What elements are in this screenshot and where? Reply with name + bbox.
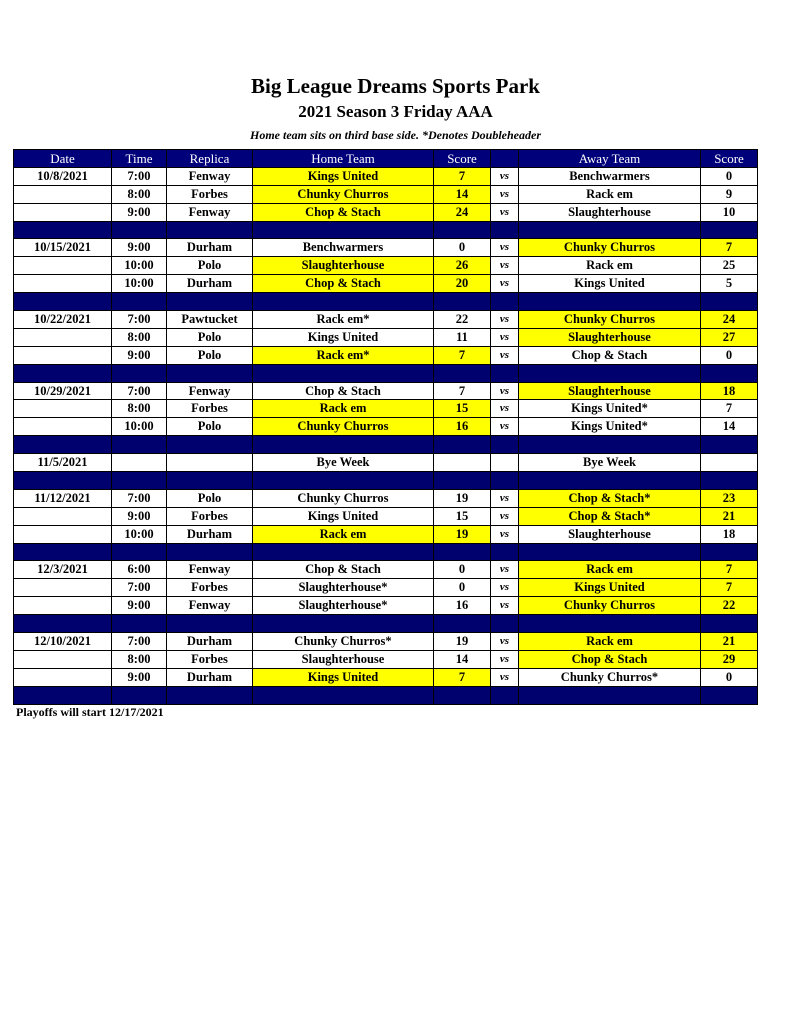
separator-cell (519, 221, 701, 239)
date-cell (14, 507, 112, 525)
separator-cell (253, 364, 434, 382)
away-team-cell: Rack em (519, 257, 701, 275)
vs-cell: vs (491, 185, 519, 203)
col-time-header: Time (112, 150, 167, 168)
separator-cell (701, 686, 758, 704)
separator-cell (701, 543, 758, 561)
away-score-cell: 18 (701, 525, 758, 543)
home-score-cell (434, 454, 491, 472)
table-row (14, 382, 758, 400)
separator-cell (167, 293, 253, 311)
away-score-cell: 9 (701, 185, 758, 203)
away-team-cell: Bye Week (519, 454, 701, 472)
week-separator (14, 364, 758, 382)
home-score-cell: 19 (434, 525, 491, 543)
date-cell (14, 400, 112, 418)
separator-cell (253, 436, 434, 454)
date-cell (14, 275, 112, 293)
away-score-cell: 21 (701, 507, 758, 525)
home-score-cell: 7 (434, 167, 491, 185)
vs-cell: vs (491, 382, 519, 400)
table-row (14, 328, 758, 346)
vs-cell: vs (491, 650, 519, 668)
home-score-cell: 14 (434, 650, 491, 668)
vs-cell (491, 454, 519, 472)
replica-cell: Fenway (167, 167, 253, 185)
home-score-cell: 22 (434, 311, 491, 329)
home-team-cell: Bye Week (253, 454, 434, 472)
date-cell: 12/3/2021 (14, 561, 112, 579)
separator-cell (167, 686, 253, 704)
table-row (14, 311, 758, 329)
away-score-cell: 7 (701, 579, 758, 597)
separator-cell (701, 615, 758, 633)
time-cell (112, 454, 167, 472)
replica-cell: Pawtucket (167, 311, 253, 329)
replica-cell: Forbes (167, 650, 253, 668)
separator-cell (253, 472, 434, 490)
time-cell: 8:00 (112, 650, 167, 668)
date-cell: 10/22/2021 (14, 311, 112, 329)
separator-cell (491, 293, 519, 311)
separator-cell (112, 364, 167, 382)
vs-cell: vs (491, 275, 519, 293)
away-score-cell: 0 (701, 167, 758, 185)
home-score-cell: 24 (434, 203, 491, 221)
vs-cell: vs (491, 525, 519, 543)
away-score-cell: 23 (701, 489, 758, 507)
home-score-cell: 7 (434, 668, 491, 686)
home-team-cell: Rack em (253, 525, 434, 543)
away-score-cell: 22 (701, 597, 758, 615)
away-team-cell: Slaughterhouse (519, 328, 701, 346)
vs-cell: vs (491, 400, 519, 418)
vs-cell: vs (491, 167, 519, 185)
replica-cell: Durham (167, 525, 253, 543)
vs-cell: vs (491, 239, 519, 257)
time-cell: 7:00 (112, 167, 167, 185)
home-score-cell: 0 (434, 579, 491, 597)
time-cell: 9:00 (112, 668, 167, 686)
away-team-cell: Chunky Churros (519, 311, 701, 329)
separator-cell (167, 221, 253, 239)
home-score-cell: 7 (434, 382, 491, 400)
col-away-score-header: Score (701, 150, 758, 168)
replica-cell: Forbes (167, 185, 253, 203)
separator-cell (519, 364, 701, 382)
separator-cell (491, 472, 519, 490)
away-score-cell: 7 (701, 400, 758, 418)
away-team-cell: Slaughterhouse (519, 203, 701, 221)
separator-cell (434, 364, 491, 382)
replica-cell: Durham (167, 239, 253, 257)
separator-cell (112, 436, 167, 454)
date-cell (14, 346, 112, 364)
away-score-cell: 10 (701, 203, 758, 221)
time-cell: 7:00 (112, 489, 167, 507)
separator-cell (701, 364, 758, 382)
separator-cell (112, 293, 167, 311)
away-team-cell: Benchwarmers (519, 167, 701, 185)
away-team-cell: Rack em (519, 185, 701, 203)
separator-cell (253, 686, 434, 704)
home-team-cell: Chop & Stach (253, 561, 434, 579)
separator-cell (14, 436, 112, 454)
home-team-cell: Slaughterhouse* (253, 579, 434, 597)
separator-cell (253, 543, 434, 561)
time-cell: 10:00 (112, 275, 167, 293)
separator-cell (112, 615, 167, 633)
home-team-cell: Chunky Churros (253, 489, 434, 507)
separator-cell (491, 615, 519, 633)
home-team-cell: Rack em* (253, 346, 434, 364)
replica-cell: Durham (167, 633, 253, 651)
date-cell: 11/5/2021 (14, 454, 112, 472)
date-cell (14, 579, 112, 597)
date-cell (14, 525, 112, 543)
separator-cell (14, 472, 112, 490)
time-cell: 9:00 (112, 239, 167, 257)
separator-cell (519, 543, 701, 561)
separator-cell (14, 221, 112, 239)
table-row (14, 346, 758, 364)
separator-cell (167, 472, 253, 490)
separator-cell (434, 221, 491, 239)
date-cell (14, 257, 112, 275)
away-score-cell: 14 (701, 418, 758, 436)
replica-cell: Fenway (167, 382, 253, 400)
time-cell: 7:00 (112, 579, 167, 597)
home-team-cell: Chop & Stach (253, 275, 434, 293)
time-cell: 9:00 (112, 346, 167, 364)
home-team-cell: Chop & Stach (253, 203, 434, 221)
table-row (14, 525, 758, 543)
table-row (14, 579, 758, 597)
time-cell: 10:00 (112, 525, 167, 543)
col-home-score-header: Score (434, 150, 491, 168)
season-subtitle: 2021 Season 3 Friday AAA (298, 102, 493, 121)
table-row (14, 400, 758, 418)
home-team-cell: Chunky Churros (253, 418, 434, 436)
separator-cell (167, 364, 253, 382)
date-cell (14, 668, 112, 686)
home-score-cell: 16 (434, 418, 491, 436)
vs-cell: vs (491, 257, 519, 275)
date-cell (14, 328, 112, 346)
separator-cell (434, 436, 491, 454)
separator-cell (434, 293, 491, 311)
separator-cell (519, 293, 701, 311)
away-score-cell: 21 (701, 633, 758, 651)
away-team-cell: Chop & Stach* (519, 507, 701, 525)
vs-cell: vs (491, 418, 519, 436)
separator-cell (434, 686, 491, 704)
table-row (14, 561, 758, 579)
date-cell (14, 203, 112, 221)
away-score-cell: 24 (701, 311, 758, 329)
home-score-cell: 19 (434, 489, 491, 507)
table-row (14, 167, 758, 185)
table-row (14, 650, 758, 668)
date-cell (14, 418, 112, 436)
separator-cell (519, 472, 701, 490)
home-score-cell: 0 (434, 561, 491, 579)
away-team-cell: Chunky Churros* (519, 668, 701, 686)
separator-cell (491, 436, 519, 454)
playoffs-note: Playoffs will start 12/17/2021 (16, 705, 164, 719)
date-cell: 11/12/2021 (14, 489, 112, 507)
week-separator (14, 615, 758, 633)
replica-cell: Durham (167, 275, 253, 293)
schedule-note: Home team sits on third base side. *Denotes Doubleheader (250, 128, 541, 142)
time-cell: 9:00 (112, 597, 167, 615)
separator-cell (14, 543, 112, 561)
home-team-cell: Chop & Stach (253, 382, 434, 400)
time-cell: 8:00 (112, 185, 167, 203)
home-team-cell: Kings United (253, 507, 434, 525)
separator-cell (14, 364, 112, 382)
time-cell: 10:00 (112, 418, 167, 436)
replica-cell: Forbes (167, 507, 253, 525)
separator-cell (701, 221, 758, 239)
replica-cell: Fenway (167, 561, 253, 579)
away-score-cell (701, 454, 758, 472)
separator-cell (434, 543, 491, 561)
separator-cell (701, 293, 758, 311)
time-cell: 6:00 (112, 561, 167, 579)
separator-cell (253, 221, 434, 239)
week-separator (14, 472, 758, 490)
away-team-cell: Kings United (519, 275, 701, 293)
vs-cell: vs (491, 507, 519, 525)
home-score-cell: 14 (434, 185, 491, 203)
away-score-cell: 5 (701, 275, 758, 293)
time-cell: 8:00 (112, 328, 167, 346)
vs-cell: vs (491, 346, 519, 364)
home-team-cell: Benchwarmers (253, 239, 434, 257)
replica-cell (167, 454, 253, 472)
replica-cell: Polo (167, 489, 253, 507)
col-home-team-header: Home Team (253, 150, 434, 168)
table-row (14, 633, 758, 651)
separator-cell (112, 472, 167, 490)
separator-cell (112, 686, 167, 704)
separator-cell (253, 293, 434, 311)
date-cell (14, 185, 112, 203)
header-row (14, 150, 758, 168)
home-team-cell: Kings United (253, 328, 434, 346)
col-vs-header (491, 150, 519, 168)
away-team-cell: Chunky Churros (519, 239, 701, 257)
away-team-cell: Chunky Churros (519, 597, 701, 615)
separator-cell (112, 543, 167, 561)
away-team-cell: Kings United* (519, 418, 701, 436)
separator-cell (434, 615, 491, 633)
date-cell: 12/10/2021 (14, 633, 112, 651)
separator-cell (519, 436, 701, 454)
home-score-cell: 0 (434, 239, 491, 257)
separator-cell (112, 221, 167, 239)
separator-cell (519, 615, 701, 633)
vs-cell: vs (491, 311, 519, 329)
replica-cell: Polo (167, 257, 253, 275)
separator-cell (491, 221, 519, 239)
vs-cell: vs (491, 203, 519, 221)
vs-cell: vs (491, 633, 519, 651)
time-cell: 9:00 (112, 507, 167, 525)
replica-cell: Forbes (167, 579, 253, 597)
away-team-cell: Slaughterhouse (519, 525, 701, 543)
date-cell (14, 597, 112, 615)
time-cell: 7:00 (112, 633, 167, 651)
home-team-cell: Slaughterhouse* (253, 597, 434, 615)
date-cell: 10/8/2021 (14, 167, 112, 185)
home-score-cell: 7 (434, 346, 491, 364)
table-row (14, 275, 758, 293)
separator-cell (491, 686, 519, 704)
time-cell: 9:00 (112, 203, 167, 221)
away-score-cell: 29 (701, 650, 758, 668)
page-title: Big League Dreams Sports Park (251, 74, 540, 98)
home-team-cell: Kings United (253, 668, 434, 686)
away-team-cell: Rack em (519, 561, 701, 579)
away-score-cell: 7 (701, 239, 758, 257)
separator-cell (701, 472, 758, 490)
table-row (14, 489, 758, 507)
vs-cell: vs (491, 328, 519, 346)
away-team-cell: Kings United* (519, 400, 701, 418)
replica-cell: Polo (167, 328, 253, 346)
date-cell (14, 650, 112, 668)
table-row (14, 597, 758, 615)
separator-cell (14, 615, 112, 633)
away-team-cell: Chop & Stach (519, 346, 701, 364)
replica-cell: Durham (167, 668, 253, 686)
away-score-cell: 7 (701, 561, 758, 579)
home-score-cell: 19 (434, 633, 491, 651)
vs-cell: vs (491, 579, 519, 597)
away-team-cell: Slaughterhouse (519, 382, 701, 400)
table-row (14, 203, 758, 221)
separator-cell (434, 472, 491, 490)
table-row (14, 185, 758, 203)
separator-cell (167, 543, 253, 561)
away-score-cell: 25 (701, 257, 758, 275)
home-team-cell: Kings United (253, 167, 434, 185)
home-team-cell: Chunky Churros (253, 185, 434, 203)
vs-cell: vs (491, 561, 519, 579)
separator-cell (253, 615, 434, 633)
col-date-header: Date (14, 150, 112, 168)
separator-cell (14, 686, 112, 704)
table-row (14, 454, 758, 472)
away-score-cell: 18 (701, 382, 758, 400)
time-cell: 7:00 (112, 382, 167, 400)
away-team-cell: Rack em (519, 633, 701, 651)
home-score-cell: 20 (434, 275, 491, 293)
replica-cell: Polo (167, 346, 253, 364)
replica-cell: Polo (167, 418, 253, 436)
separator-cell (14, 293, 112, 311)
separator-cell (519, 686, 701, 704)
week-separator (14, 686, 758, 704)
away-team-cell: Chop & Stach (519, 650, 701, 668)
away-team-cell: Chop & Stach* (519, 489, 701, 507)
table-row (14, 507, 758, 525)
away-score-cell: 0 (701, 346, 758, 364)
home-score-cell: 26 (434, 257, 491, 275)
replica-cell: Fenway (167, 597, 253, 615)
table-row (14, 668, 758, 686)
date-cell: 10/29/2021 (14, 382, 112, 400)
schedule-table (13, 149, 758, 705)
vs-cell: vs (491, 597, 519, 615)
away-score-cell: 0 (701, 668, 758, 686)
home-team-cell: Chunky Churros* (253, 633, 434, 651)
vs-cell: vs (491, 489, 519, 507)
separator-cell (167, 436, 253, 454)
home-score-cell: 15 (434, 400, 491, 418)
date-cell: 10/15/2021 (14, 239, 112, 257)
home-team-cell: Slaughterhouse (253, 650, 434, 668)
time-cell: 8:00 (112, 400, 167, 418)
separator-cell (167, 615, 253, 633)
replica-cell: Fenway (167, 203, 253, 221)
vs-cell: vs (491, 668, 519, 686)
week-separator (14, 436, 758, 454)
replica-cell: Forbes (167, 400, 253, 418)
col-away-team-header: Away Team (519, 150, 701, 168)
home-score-cell: 11 (434, 328, 491, 346)
table-row (14, 239, 758, 257)
time-cell: 10:00 (112, 257, 167, 275)
table-row (14, 418, 758, 436)
separator-cell (491, 543, 519, 561)
home-score-cell: 16 (434, 597, 491, 615)
table-row (14, 257, 758, 275)
home-team-cell: Slaughterhouse (253, 257, 434, 275)
away-score-cell: 27 (701, 328, 758, 346)
home-team-cell: Rack em* (253, 311, 434, 329)
week-separator (14, 543, 758, 561)
col-replica-header: Replica (167, 150, 253, 168)
home-team-cell: Rack em (253, 400, 434, 418)
week-separator (14, 221, 758, 239)
home-score-cell: 15 (434, 507, 491, 525)
separator-cell (701, 436, 758, 454)
away-team-cell: Kings United (519, 579, 701, 597)
week-separator (14, 293, 758, 311)
separator-cell (491, 364, 519, 382)
time-cell: 7:00 (112, 311, 167, 329)
